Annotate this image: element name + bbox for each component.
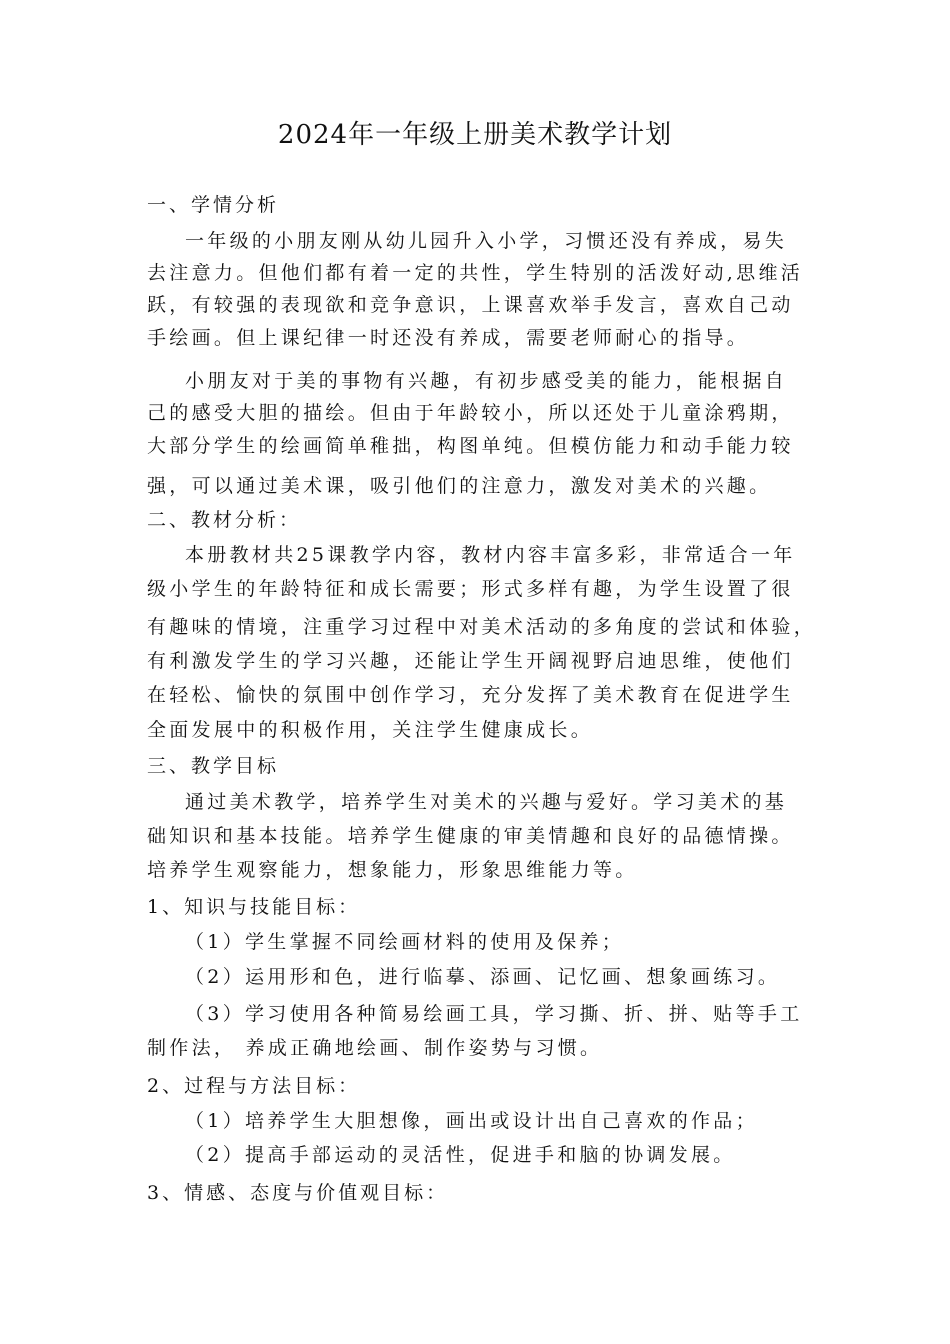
paragraph-line: 小朋友对于美的事物有兴趣，有初步感受美的能力，能根据自 — [185, 370, 788, 392]
list-item: （1）培养学生大胆想像，画出或设计出自己喜欢的作品； — [185, 1110, 758, 1132]
paragraph-line: 级小学生的年龄特征和成长需要；形式多样有趣，为学生设置了很 — [147, 578, 794, 600]
paragraph-line: 有利激发学生的学习兴趣，还能让学生开阔视野启迪思维，使他们 — [147, 650, 794, 672]
paragraph-line: 本册教材共25课教学内容，教材内容丰富多彩，非常适合一年 — [185, 544, 796, 566]
list-item: （3）学习使用各种简易绘画工具，学习撕、折、拼、贴等手工 — [185, 1003, 803, 1025]
section-heading: 二、教材分析： — [147, 509, 302, 531]
paragraph-line: 一年级的小朋友刚从幼儿园升入小学，习惯还没有养成，易失 — [185, 230, 788, 252]
paragraph-line: 有趣味的情境，注重学习过程中对美术活动的多角度的尝试和体验， — [147, 616, 817, 638]
paragraph-line: 础知识和基本技能。培养学生健康的审美情趣和良好的品德情操。 — [147, 825, 794, 847]
list-item: （2）运用形和色，进行临摹、添画、记忆画、想象画练习。 — [185, 966, 781, 988]
paragraph-line: 己的感受大胆的描绘。但由于年龄较小，所以还处于儿童涂鸦期， — [147, 402, 794, 424]
list-item: （1）学生掌握不同绘画材料的使用及保养； — [185, 931, 625, 953]
paragraph-line: 跃，有较强的表现欲和竞争意识，上课喜欢举手发言，喜欢自己动 — [147, 294, 794, 316]
paragraph-line: 在轻松、愉快的氛围中创作学习，充分发挥了美术教育在促进学生 — [147, 684, 794, 706]
section-heading: 一、学情分析 — [147, 194, 280, 216]
subsection-heading: 2、过程与方法目标： — [147, 1075, 361, 1097]
paragraph-line: 培养学生观察能力，想象能力，形象思维能力等。 — [147, 859, 638, 881]
paragraph-line: 去注意力。但他们都有着一定的共性，学生特别的活泼好动,思维活 — [147, 262, 804, 284]
paragraph-line: 大部分学生的绘画简单稚拙，构图单纯。但模仿能力和动手能力较 — [147, 435, 794, 457]
paragraph-line: 强，可以通过美术课，吸引他们的注意力，激发对美术的兴趣。 — [147, 475, 772, 497]
paragraph-line: 手绘画。但上课纪律一时还没有养成，需要老师耐心的指导。 — [147, 327, 750, 349]
document-title: 2024年一年级上册美术教学计划 — [277, 120, 673, 150]
paragraph-line: 全面发展中的积极作用，关注学生健康成长。 — [147, 719, 594, 741]
paragraph-line: 通过美术教学，培养学生对美术的兴趣与爱好。学习美术的基 — [185, 791, 788, 813]
subsection-heading: 3、情感、态度与价值观目标： — [147, 1182, 449, 1204]
section-heading: 三、教学目标 — [147, 755, 280, 777]
list-item-continuation: 制作法， 养成正确地绘画、制作姿势与习惯。 — [147, 1037, 603, 1059]
list-item: （2）提高手部运动的灵活性，促进手和脑的协调发展。 — [185, 1144, 736, 1166]
subsection-heading: 1、知识与技能目标： — [147, 896, 361, 918]
